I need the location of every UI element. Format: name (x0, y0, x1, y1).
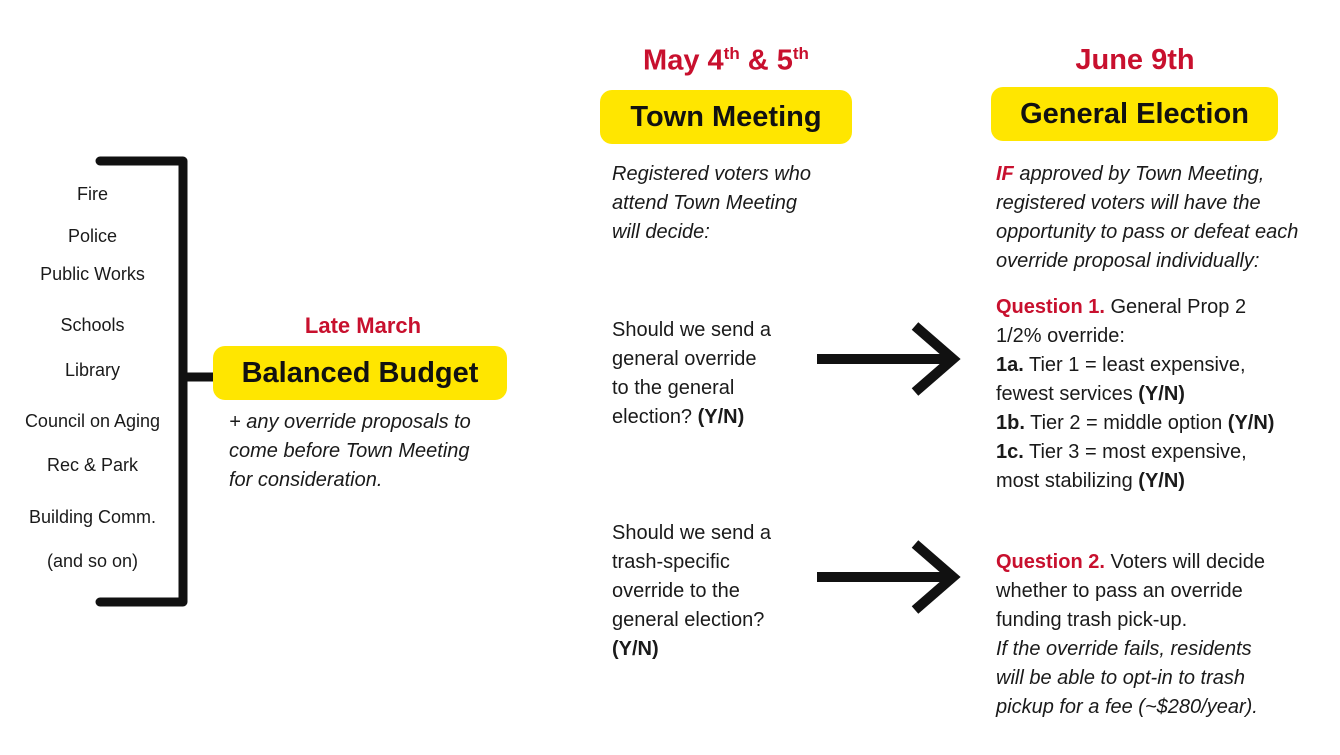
department-schools: Schools (60, 315, 125, 335)
town-meeting-question-trash: Should we send a trash-specific override to the general election? (Y/N) (612, 522, 772, 660)
department-public-works: Public Works (40, 264, 145, 284)
general-election-date: June 9th (1075, 44, 1195, 76)
tier-3-option: 1c. Tier 3 = most expensive, (996, 441, 1247, 463)
general-election-intro: IF approved by Town Meeting, registered voters will have the opportunity to pass or defeat each override proposal individually: (996, 163, 1299, 272)
town-meeting-intro: Registered voters who attend Town Meeting will decide: (612, 163, 811, 243)
department-council-on-aging: Council on Aging (24, 411, 161, 431)
town-meeting-question-general: Should we send a general override to the general election? (Y/N) (612, 319, 772, 428)
general-election-question-1: Question 1. General Prop 2 1/2% override: 1a. Tier 1 = least expensive, fewest services (Y/N) 1b. Tier 2 = middle option (Y/N) 1c. Tier 3 = most expensive, most stabilizing (Y/N) (996, 296, 1275, 492)
general-election-question-2: Question 2. Voters will decide whether to pass an override funding trash pick-up. If the override fails, residents will be able to opt-in to trash pickup for a fee (~$280/year). (996, 551, 1265, 718)
arrow-right-icon (815, 322, 965, 397)
department-building-comm: Building Comm. (28, 507, 157, 527)
tier-2-option: 1b. Tier 2 = middle option (Y/N) (996, 412, 1275, 434)
department-police: Police (67, 226, 118, 246)
bracket-connector (95, 155, 220, 610)
department-and-so-on: (and so on) (46, 551, 139, 571)
arrow-right-icon (815, 540, 965, 615)
town-meeting-title: Town Meeting (600, 90, 852, 144)
tier-1-option: 1a. Tier 1 = least expensive, (996, 354, 1246, 376)
late-march-date: Late March (304, 313, 422, 338)
department-fire: Fire (77, 184, 108, 204)
balanced-budget-note: + any override proposals to come before Town Meeting for consideration. (229, 411, 471, 491)
department-library: Library (64, 360, 121, 380)
balanced-budget-title: Balanced Budget (213, 346, 507, 400)
town-meeting-date: May 4th & 5th (643, 44, 809, 77)
department-rec-park: Rec & Park (46, 455, 139, 475)
general-election-title: General Election (991, 87, 1278, 141)
